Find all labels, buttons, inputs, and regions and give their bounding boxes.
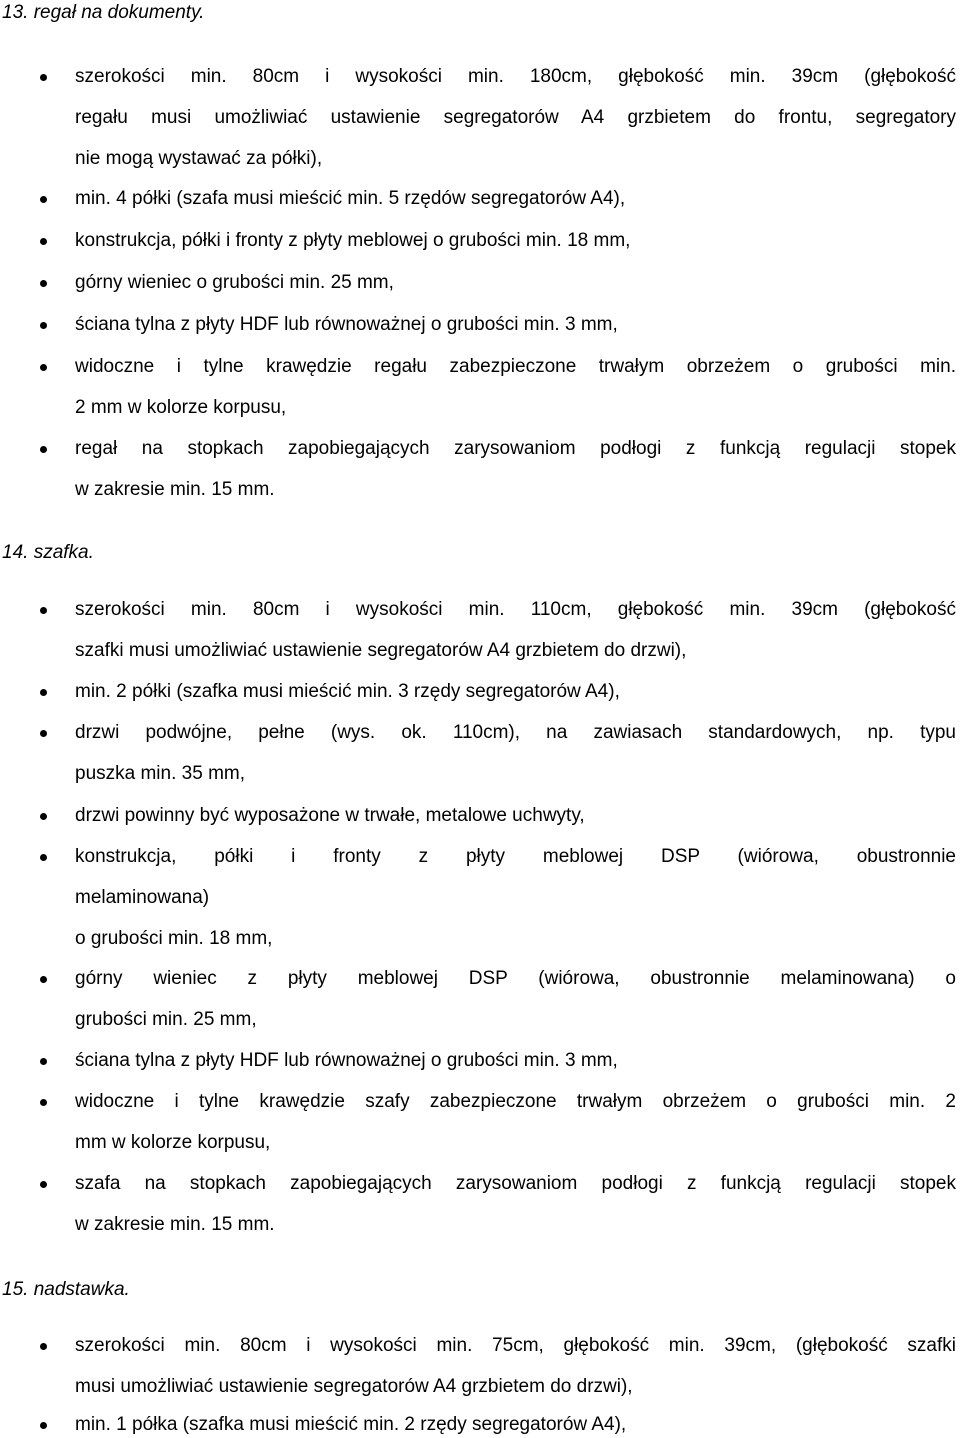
list-item-text: grubości min. 25 mm, (75, 1009, 257, 1030)
bullet-icon (40, 446, 47, 453)
list-item-text: widoczne i tylne krawędzie szafy zabezpieczone trwałym obrzeżem o grubości min. 2 (75, 1091, 956, 1112)
section-heading: 15. nadstawka. (2, 1279, 130, 1300)
list-item-text: szerokości min. 80cm i wysokości min. 180cm, głębokość min. 39cm (głębokość (75, 66, 956, 87)
section-heading: 14. szafka. (2, 542, 94, 563)
bullet-icon (40, 1181, 47, 1188)
list-item-text: min. 4 półki (szafa musi mieścić min. 5 rzędów segregatorów A4), (75, 188, 626, 209)
list-item-text: min. 1 półka (szafka musi mieścić min. 2 rzędy segregatorów A4), (75, 1414, 627, 1435)
list-item-text: górny wieniec o grubości min. 25 mm, (75, 272, 394, 293)
list-item-text: konstrukcja, półki i fronty z płyty meblowej o grubości min. 18 mm, (75, 230, 631, 251)
bullet-icon (40, 238, 47, 245)
list-item-text: górny wieniec z płyty meblowej DSP (wiórowa, obustronnie melaminowana) o (75, 968, 956, 989)
list-item-text: szerokości min. 80cm i wysokości min. 75cm, głębokość min. 39cm, (głębokość szafki (75, 1335, 956, 1356)
list-item-text: regał na stopkach zapobiegających zarysowaniom podłogi z funkcją regulacji stopek (75, 438, 956, 459)
list-item-text: drzwi podwójne, pełne (wys. ok. 110cm), na zawiasach standardowych, np. typu (75, 722, 956, 743)
bullet-icon (40, 813, 47, 820)
list-item-text: nie mogą wystawać za półki), (75, 148, 323, 169)
list-item-text: melaminowana) (75, 887, 210, 908)
list-item-text: w zakresie min. 15 mm. (75, 479, 275, 500)
list-item-text: widoczne i tylne krawędzie regału zabezpieczone trwałym obrzeżem o grubości min. (75, 356, 956, 377)
bullet-icon (40, 280, 47, 287)
bullet-icon (40, 730, 47, 737)
bullet-icon (40, 976, 47, 983)
bullet-icon (40, 1058, 47, 1065)
list-item-text: puszka min. 35 mm, (75, 763, 245, 784)
list-item-text: ściana tylna z płyty HDF lub równoważnej o grubości min. 3 mm, (75, 1050, 618, 1071)
list-item-text: ściana tylna z płyty HDF lub równoważnej o grubości min. 3 mm, (75, 314, 618, 335)
list-item-text: mm w kolorze korpusu, (75, 1132, 271, 1153)
list-item-text: szafki musi umożliwiać ustawienie segregatorów A4 grzbietem do drzwi), (75, 640, 687, 661)
list-item-text: 2 mm w kolorze korpusu, (75, 397, 287, 418)
bullet-icon (40, 196, 47, 203)
bullet-icon (40, 322, 47, 329)
bullet-icon (40, 74, 47, 81)
list-item-text: drzwi powinny być wyposażone w trwałe, metalowe uchwyty, (75, 805, 585, 826)
list-item-text: regału musi umożliwiać ustawienie segregatorów A4 grzbietem do frontu, segregatory (75, 107, 956, 128)
list-item-text: o grubości min. 18 mm, (75, 928, 273, 949)
bullet-icon (40, 689, 47, 696)
list-item-text: szerokości min. 80cm i wysokości min. 110cm, głębokość min. 39cm (głębokość (75, 599, 956, 620)
section-heading: 13. regał na dokumenty. (2, 2, 205, 23)
list-item-text: konstrukcja, półki i fronty z płyty meblowej DSP (wiórowa, obustronnie (75, 846, 956, 867)
bullet-icon (40, 1343, 47, 1350)
bullet-icon (40, 607, 47, 614)
list-item-text: min. 2 półki (szafka musi mieścić min. 3 rzędy segregatorów A4), (75, 681, 620, 702)
bullet-icon (40, 1099, 47, 1106)
list-item-text: musi umożliwiać ustawienie segregatorów A4 grzbietem do drzwi), (75, 1376, 633, 1397)
bullet-icon (40, 364, 47, 371)
list-item-text: w zakresie min. 15 mm. (75, 1214, 275, 1235)
bullet-icon (40, 854, 47, 861)
list-item-text: szafa na stopkach zapobiegających zarysowaniom podłogi z funkcją regulacji stopek (75, 1173, 956, 1194)
bullet-icon (40, 1422, 47, 1429)
